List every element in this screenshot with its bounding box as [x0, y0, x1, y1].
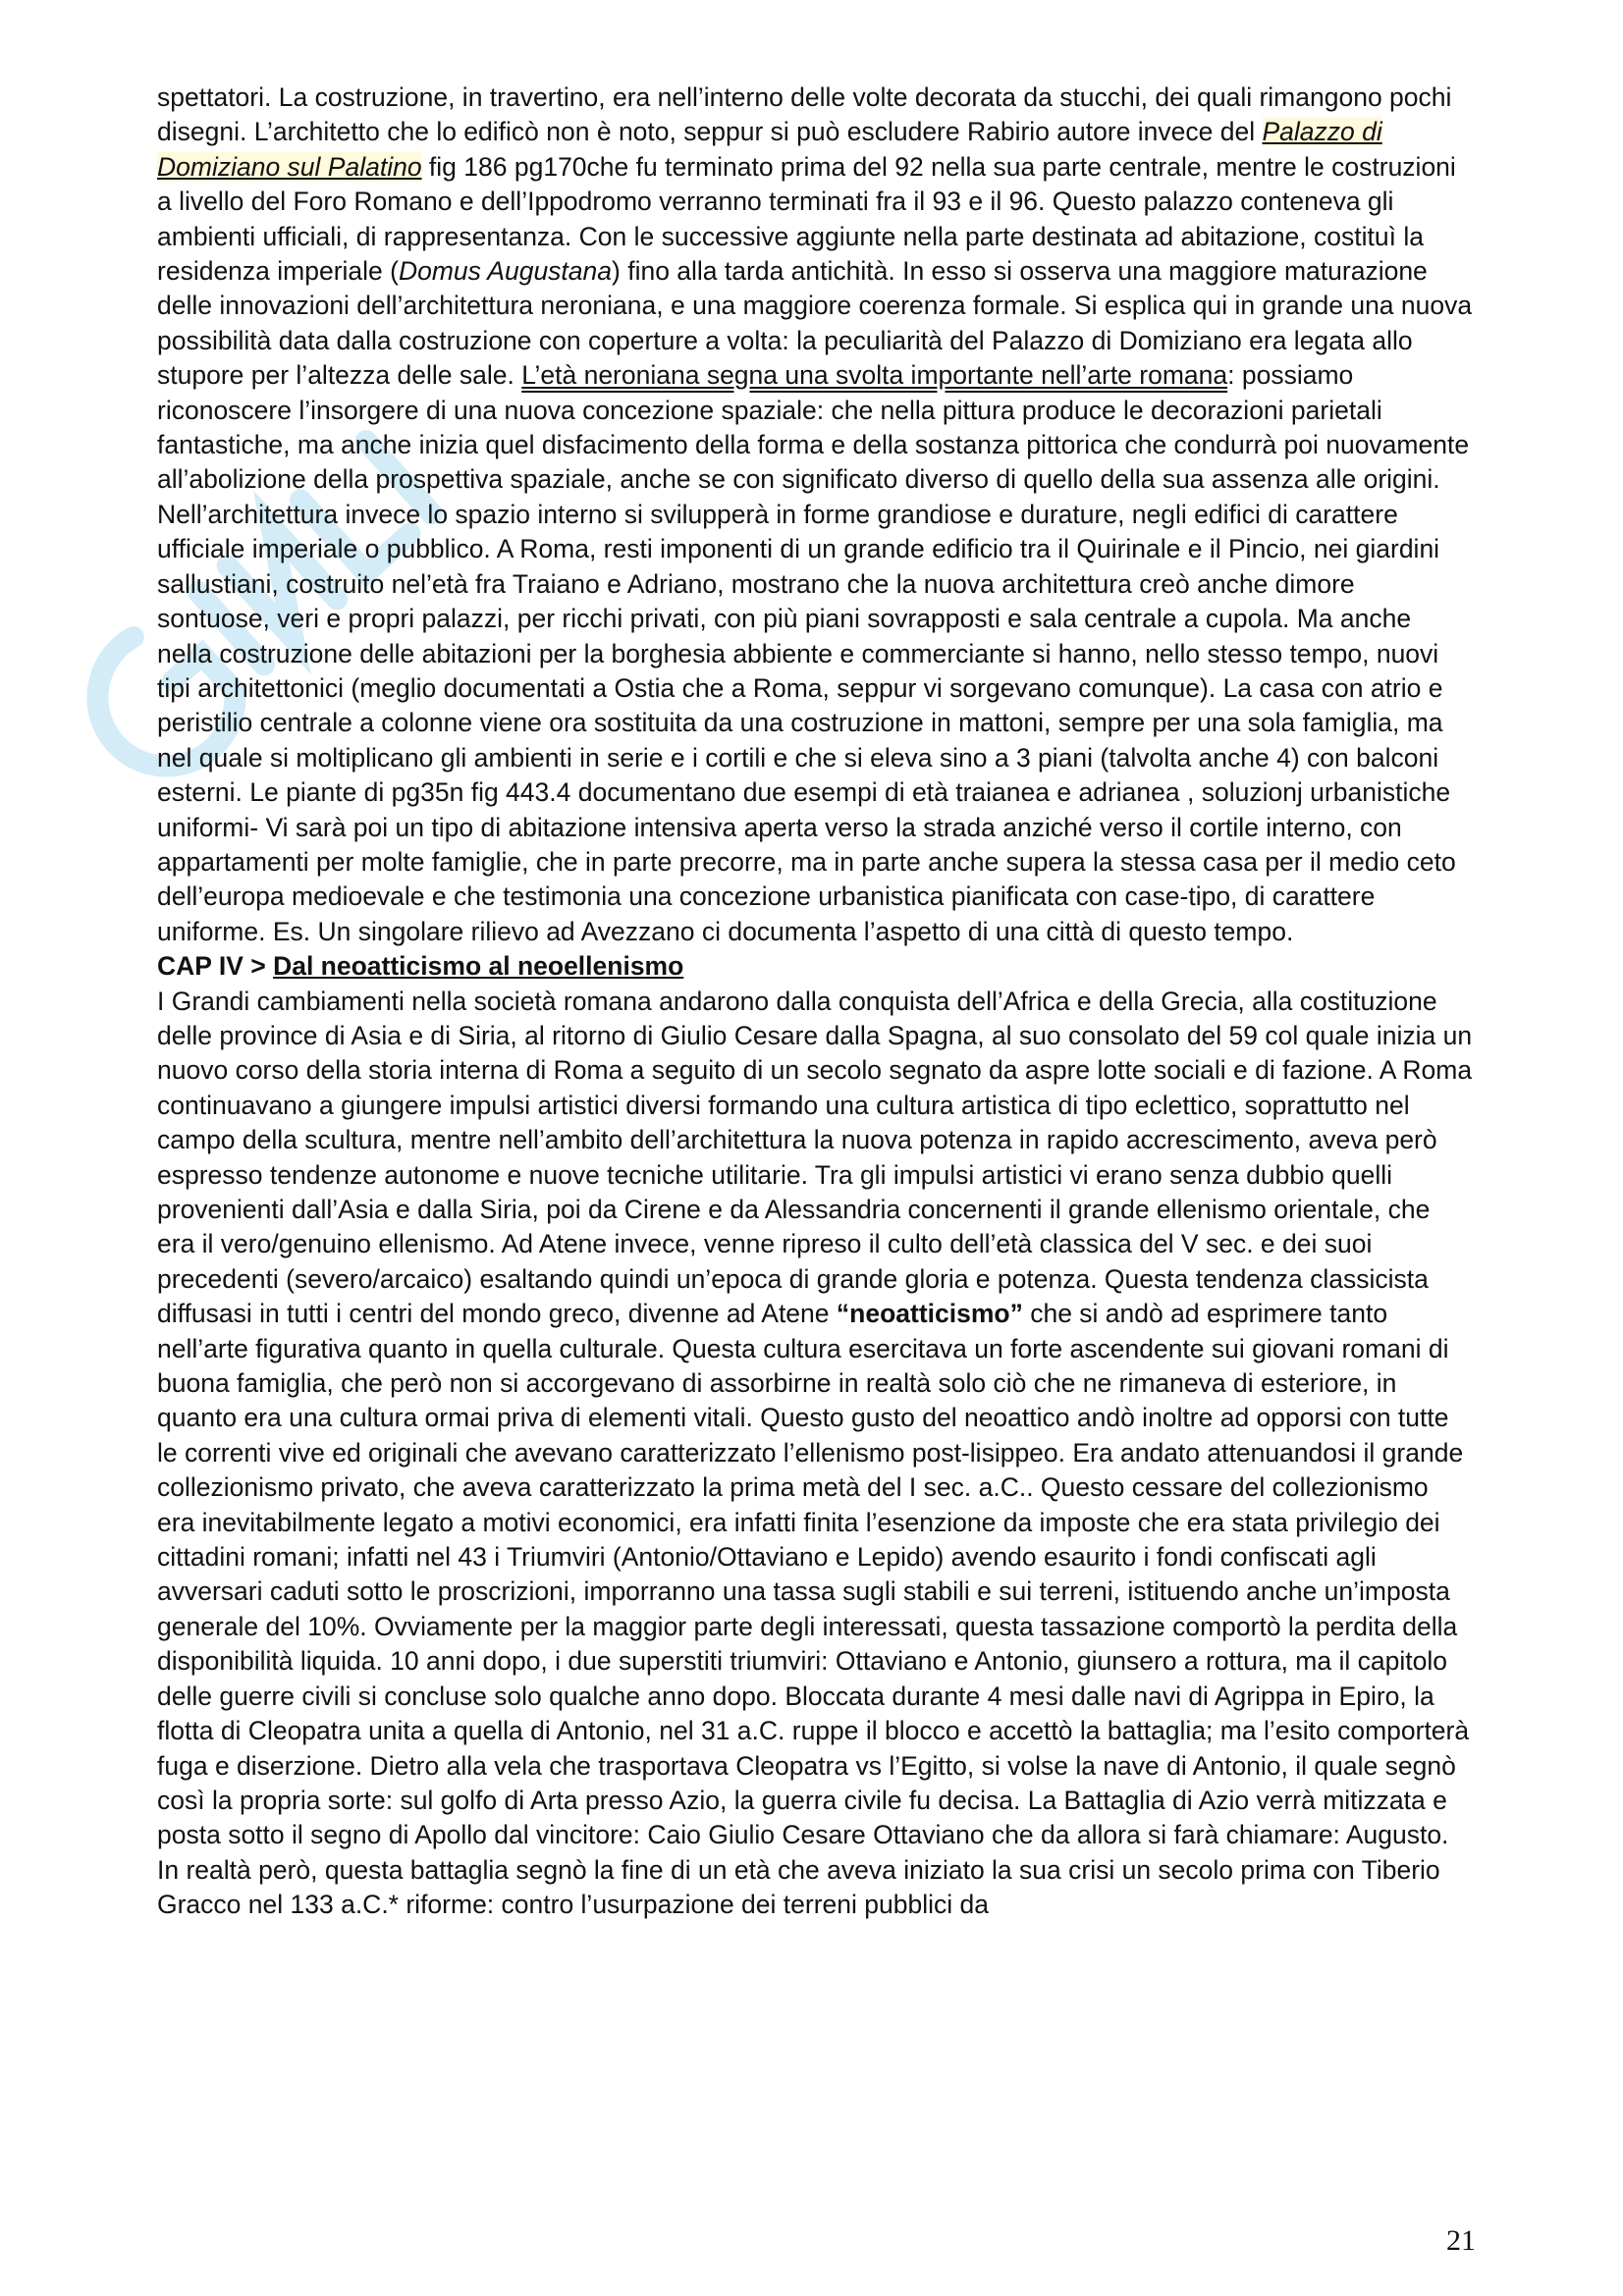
neoatticismo-term: “neoatticismo”	[836, 1299, 1023, 1329]
body-text	[157, 80, 1473, 1923]
chapter-heading	[157, 949, 1473, 984]
chapter-title: Dal neoatticismo al neoellenismo	[273, 951, 684, 982]
palazzo-domiziano-reference[interactable]: Palazzo di Domiziano sul Palatino	[157, 117, 1382, 182]
paragraph-neoatticismo	[157, 985, 1473, 1923]
paragraph-text: I Grandi cambiamenti nella società romana andarono dalla conquista dell’Africa e della Grecia, alla costituzione delle province di Asia e di Siria, al ritorno di Giulio Cesare dalla Spagna, al suo consolato del 59 col quale inizia un nuovo corso della storia interna di Roma a seguito di un secolo segnato da aspre lotte sociali e di fazione. A Roma continuavano a giungere impulsi artistici diversi formando una cultura artistica di tipo eclettico, soprattutto nel campo della scultura, mentre nell’ambito dell’architettura la nuova potenza in rapido accrescimento, aveva però espresso tendenze autonome e nuove tecniche utilitarie. Tra gli impulsi artistici vi erano senza dubbio quelli provenienti dall’Asia e dalla Siria, poi da Cirene e da Alessandria concernenti il grande ellenismo orientale, che era il vero/genuino ellenismo. Ad Atene invece, venne ripreso il culto dell’età classica del V sec. e dei suoi precedenti (severo/arcaico) esaltando quindi un’epoca di grande gloria e potenza. Questa tendenza classicista diffusasi in tutti i centri del mondo greco, divenne ad Atene	[157, 986, 1473, 1329]
domus-augustana-term: Domus Augustana	[398, 256, 613, 287]
paragraph-text: ) fino alla tarda antichità. In esso si osserva una maggiore maturazione delle innovazioni dell’architettura neroniana, e una maggiore coerenza formale. Si esplica qui in grande una nuova possibilità data dalla costruzione con coperture a volta: la peculiarità del Palazzo di Domiziano era legata allo stupore per l’altezza delle sale.	[157, 256, 1473, 391]
paragraph-text: spettatori. La costruzione, in travertino, era nell’interno delle volte decorata da stucchi, dei quali rimangono pochi disegni. L’architetto che lo edificò non è noto, seppur si può escludere Rabirio autore invece del	[157, 82, 1452, 147]
paragraph-architecture	[157, 80, 1473, 949]
underlined-statement: L’età neroniana segna una svolta importante nell’arte romana	[521, 360, 1228, 391]
page-number: 21	[1446, 2224, 1476, 2257]
paragraph-text: fig 186 pg170che fu terminato prima del 92 nella sua parte centrale, mentre le costruzioni a livello del Foro Romano e dell’Ippodromo verranno terminati fra il 93 e il 96. Questo palazzo conteneva gli ambienti ufficiali, di rappresentanza. Con le successive aggiunte nella parte destinata ad abitazione, costituì la residenza imperiale (	[157, 151, 1456, 287]
paragraph-text: : possiamo riconoscere l’insorgere di una nuova concezione spaziale: che nella pittura produce le decorazioni parietali fantastiche, ma anche inizia quel disfacimento della forma e della sostanza pittorica che condurrà poi nuovamente all’abolizione della prospettiva spaziale, anche se con significato diverso di quello della sua assenza alle origini. Nell’architettura invece lo spazio interno si svilupperà in forme grandiose e durature, negli edifici di carattere ufficiale imperiale o pubblico. A Roma, resti imponenti di un grande edificio tra il Quirinale e il Pincio, nei giardini sallustiani, costruito nel’età fra Traiano e Adriano, mostrano che la nuova architettura creò anche dimore sontuose, veri e propri palazzi, per ricchi privati, con più piani sovrapposti e sala centrale a cupola. Ma anche nella costruzione delle abitazioni per la borghesia abbiente e commerciante si hanno, nello stesso tempo, nuovi tipi architettonici (meglio documentati a Ostia che a Roma, seppur vi sorgevano comunque). La casa con atrio e peristilio centrale a colonne viene ora sostituita da una costruzione in mattoni, sempre per una sola famiglia, ma nel quale si moltiplicano gli ambienti in serie e i cortili e che si eleva sino a 3 piani (talvolta anche 4) con balconi esterni. Le piante di pg35n fig 443.4 documentano due esempi di età traianea e adrianea , soluzionj urbanistiche uniformi- Vi sarà poi un tipo di abitazione intensiva aperta verso la strada anziché verso il cortile interno, con appartamenti per molte famiglie, che in parte precorre, ma in parte anche supera la stessa casa per il medio ceto dell’europa medioevale e che testimonia una concezione urbanistica pianificata con case-tipo, di carattere uniforme. Es. Un singolare rilievo ad Avezzano ci documenta l’aspetto di una città di questo tempo.	[157, 360, 1470, 946]
paragraph-text: che si andò ad esprimere tanto nell’arte figurativa quanto in quella culturale. Questa cultura esercitava un forte ascendente sui giovani romani di buona famiglia, che però non si accorgevano di assorbirne in realtà solo ciò che ne rimaneva di esteriore, in quanto era una cultura ormai priva di elementi vitali. Questo gusto del neoattico andò inoltre ad opporsi con tutte le correnti vive ed originali che avevano caratterizzato l’ellenismo post-lisippeo. Era andato attenuandosi il grande collezionismo privato, che aveva caratterizzato la prima metà del I sec. a.C.. Questo cessare del collezionismo era inevitabilmente legato a motivi economici, era infatti finita l’esenzione da imposte che era stata privilegio dei cittadini romani; infatti nel 43 i Triumviri (Antonio/Ottaviano e Lepido) avendo esaurito i fondi confiscati agli avversari caduti sotto le proscrizioni, imporranno una tassa sugli stabili e sui terreni, istituendo anche un’imposta generale del 10%. Ovviamente per la maggior parte degli interessati, questa tassazione comportò la perdita della disponibilità liquida. 10 anni dopo, i due superstiti triumviri: Ottaviano e Antonio, giunsero a rottura, ma il capitolo delle guerre civili si concluse solo qualche anno dopo. Bloccata durante 4 mesi dalle navi di Agrippa in Epiro, la flotta di Cleopatra unita a quella di Antonio, nel 31 a.C. ruppe il blocco e accettò la battaglia; ma l’esito comporterà fuga e diserzione. Dietro alla vela che trasportava Cleopatra vs l’Egitto, si volse la nave di Antonio, il quale segnò così la propria sorte: sul golfo di Arta presso Azio, la guerra civile fu decisa. La Battaglia di Azio verrà mitizzata e posta sotto il segno di Apollo dal vincitore: Caio Giulio Cesare Ottaviano che da allora si farà chiamare: Augusto. In realtà però, questa battaglia segnò la fine di un età che aveva iniziato la sua crisi un secolo prima con Tiberio Gracco nel 133 a.C.* riforme: contro l’usurpazione dei terreni pubblici da	[157, 1299, 1470, 1920]
chapter-prefix: CAP IV >	[157, 951, 274, 982]
